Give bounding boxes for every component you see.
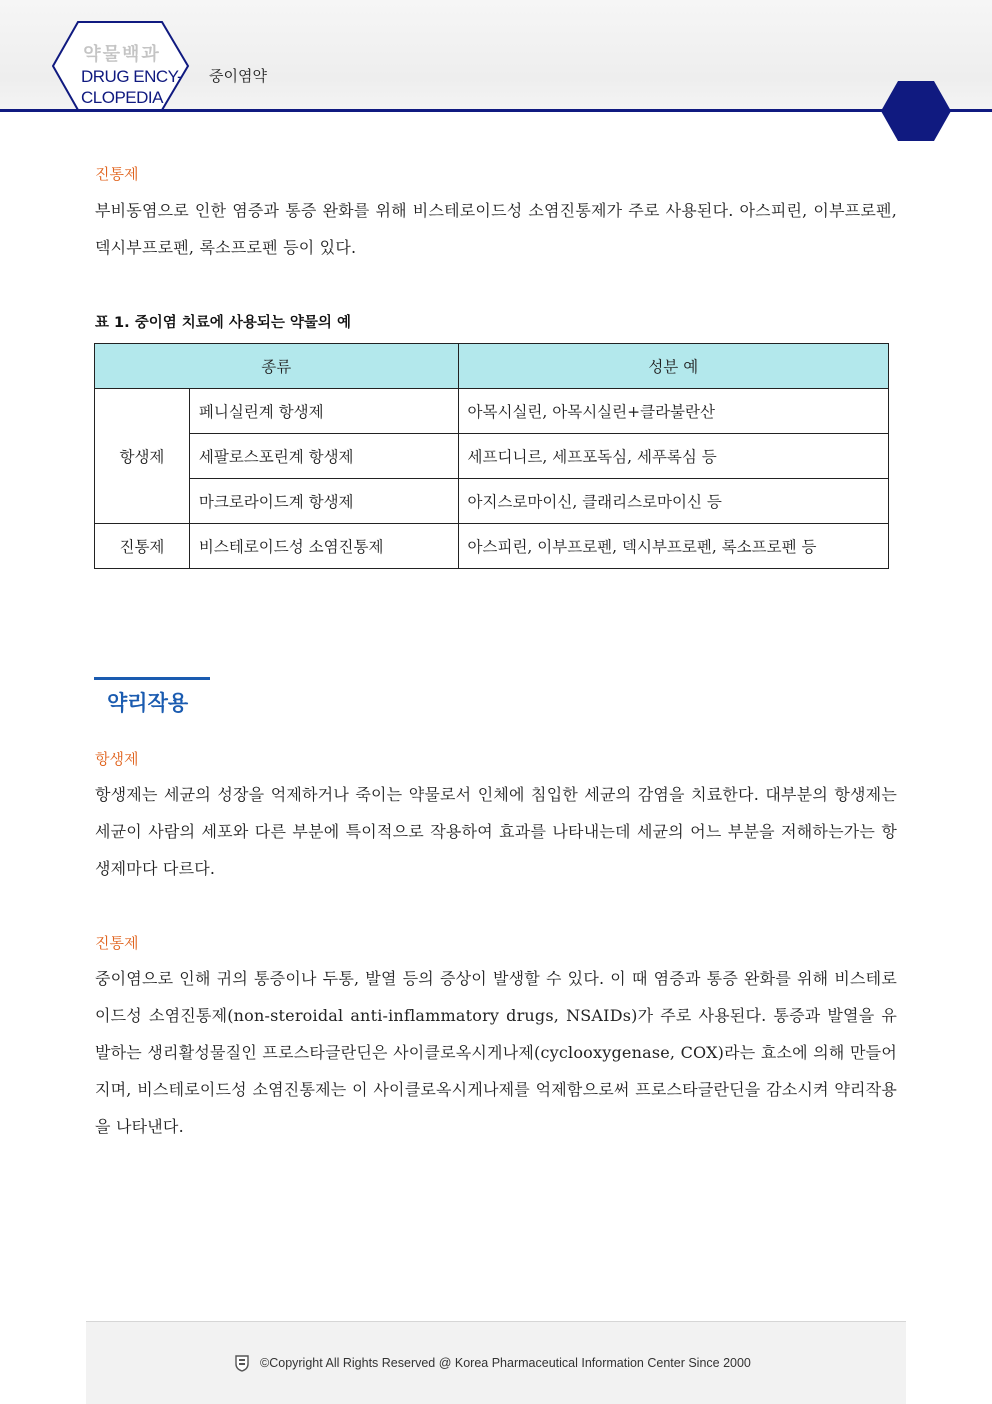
- table-row: [95, 524, 889, 569]
- table-examples-cell: 아목시실린, 아목시실린+클라불란산: [458, 389, 888, 434]
- table-category-cell: 항생제: [95, 389, 190, 524]
- table-row: [95, 479, 889, 524]
- table-header-row: [95, 344, 889, 389]
- table-row: [95, 434, 889, 479]
- document-title: 중이염약: [209, 67, 267, 85]
- intro-subheading: 진통제: [95, 165, 139, 183]
- logo-english-line2: CLOPEDIA: [81, 88, 163, 107]
- logo-english-line1: DRUG ENCY-: [81, 67, 183, 86]
- drug-table: [94, 343, 889, 569]
- table-examples-cell: 세프디니르, 세프포독심, 세푸록심 등: [458, 434, 888, 479]
- analgesic-subheading: 진통제: [95, 934, 139, 952]
- antibiotic-subheading: 항생제: [95, 750, 139, 768]
- footer-copyright: ©Copyright All Rights Reserved @ Korea Pharmaceutical Information Center Since 2000: [260, 1356, 751, 1370]
- section-title-bar: [94, 677, 210, 680]
- logo-english: [81, 66, 182, 108]
- table-header-type: 종류: [95, 344, 459, 389]
- logo-korean: 약물백과: [83, 44, 161, 65]
- table-caption: 표 1. 중이염 치료에 사용되는 약물의 예: [95, 315, 351, 331]
- shield-logo-icon: [234, 1354, 250, 1372]
- table-subtype-cell: 마크로라이드계 항생제: [189, 479, 458, 524]
- section-title: 약리작용: [107, 691, 189, 715]
- footer-copyright-row: [234, 1354, 751, 1372]
- analgesic-paragraph: 중이염으로 인해 귀의 통증이나 두통, 발열 등의 증상이 발생할 수 있다. 이 때 염증과 통증 완화를 위해 비스테로이드성 소염진통제(non-steroidal anti-inflammatory drugs, NSAIDs)가 주로 사용된다. 통증과 발열을 유발하는 생리활성물질인 프로스타글란딘은 사이클로옥시게나제(cyclooxygenase, COX)라는 효소에 의해 만들어지며, 비스테로이드성 소염진통제는 이 사이클로옥시게나제를 억제함으로써 프로스타글란딘을 감소시켜 약리작용을 나타낸다.: [95, 969, 897, 1136]
- table-subtype-cell: 세팔로스포린계 항생제: [189, 434, 458, 479]
- intro-paragraph: 부비동염으로 인한 염증과 통증 완화를 위해 비스테로이드성 소염진통제가 주로 사용된다. 아스피린, 이부프로펜, 덱시부프로펜, 록소프로펜 등이 있다.: [95, 201, 897, 257]
- table-subtype-cell: 페니실린계 항생제: [189, 389, 458, 434]
- table-subtype-cell: 비스테로이드성 소염진통제: [189, 524, 458, 569]
- page-footer: [86, 1321, 906, 1404]
- table-row: [95, 389, 889, 434]
- table-examples-cell: 아스피린, 이부프로펜, 덱시부프로펜, 록소프로펜 등: [458, 524, 888, 569]
- table-category-cell: 진통제: [95, 524, 190, 569]
- antibiotic-paragraph: 항생제는 세균의 성장을 억제하거나 죽이는 약물로서 인체에 침입한 세균의 감염을 치료한다. 대부분의 항생제는 세균이 사람의 세포와 다른 부분에 특이적으로 작용하여 효과를 나타내는데 세균의 어느 부분을 저해하는가는 항생제마다 다르다.: [95, 785, 897, 878]
- table-examples-cell: 아지스로마이신, 클래리스로마이신 등: [458, 479, 888, 524]
- header-rule: [0, 109, 992, 112]
- table-header-examples: 성분 예: [458, 344, 888, 389]
